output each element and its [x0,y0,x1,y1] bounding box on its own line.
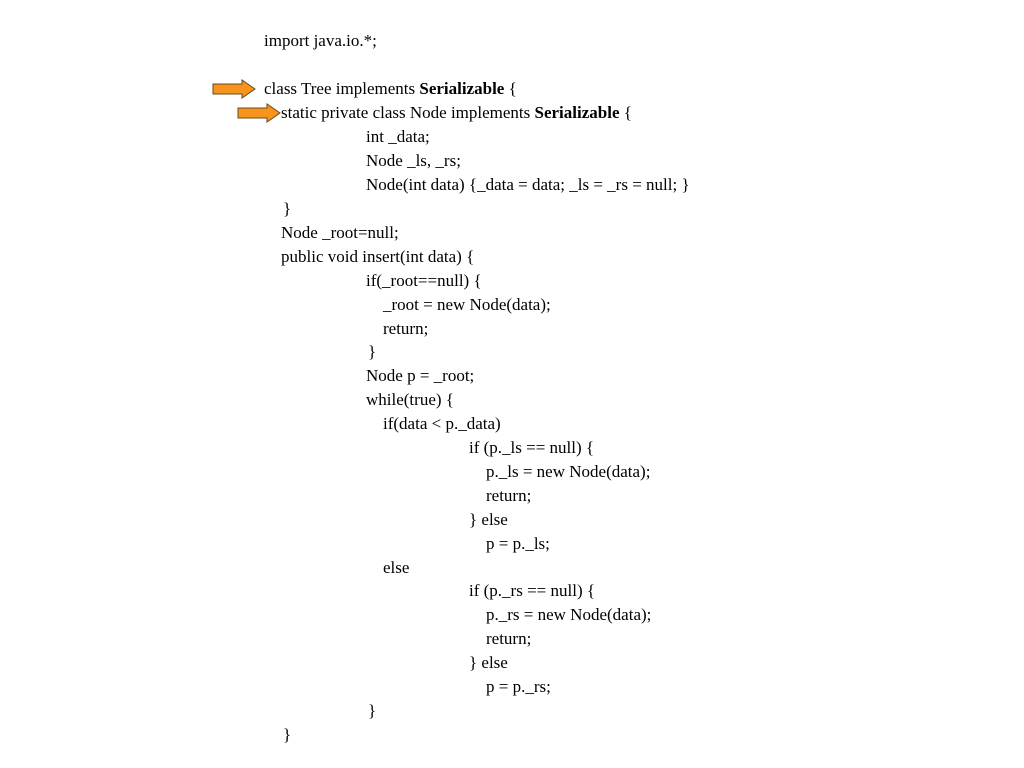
code-line: p._rs = new Node(data); [486,605,652,624]
code-line: return; [486,629,532,648]
code-line: public void insert(int data) { [281,247,475,266]
code-line: p = p._rs; [486,677,551,696]
code-line: } [368,342,377,361]
code-line: else [383,558,410,577]
right-arrow-icon [237,103,281,123]
code-line: } [283,199,292,218]
code-line: if (p._ls == null) { [469,438,595,457]
code-text: { [619,103,632,122]
code-line: return; [486,486,532,505]
code-line: int _data; [366,127,430,146]
code-import-line: import java.io.*; [264,31,377,50]
code-keyword-serializable: Serializable [534,103,620,122]
code-line: Node _ls, _rs; [366,151,461,170]
code-line: p._ls = new Node(data); [486,462,651,481]
code-line: } [283,725,292,744]
code-line: } else [469,510,508,529]
right-arrow-icon [212,79,256,99]
code-line: Node(int data) {_data = data; _ls = _rs = null; } [366,175,690,194]
code-class-tree-line [264,79,517,99]
code-line: if(data < p._data) [383,414,501,433]
code-line: if (p._rs == null) { [469,581,596,600]
code-line: while(true) { [366,390,454,409]
code-line: } else [469,653,508,672]
code-keyword-serializable: Serializable [419,79,505,98]
code-line: p = p._ls; [486,534,550,553]
code-line: Node _root=null; [281,223,399,242]
code-line: if(_root==null) { [366,271,482,290]
code-line: return; [383,319,429,338]
code-text: static private class Node implements [281,103,535,122]
code-class-node-line [281,103,632,123]
code-text: class Tree implements [264,79,420,98]
code-text: { [504,79,517,98]
code-line: _root = new Node(data); [383,295,551,314]
code-line: Node p = _root; [366,366,475,385]
code-line: } [368,701,377,720]
